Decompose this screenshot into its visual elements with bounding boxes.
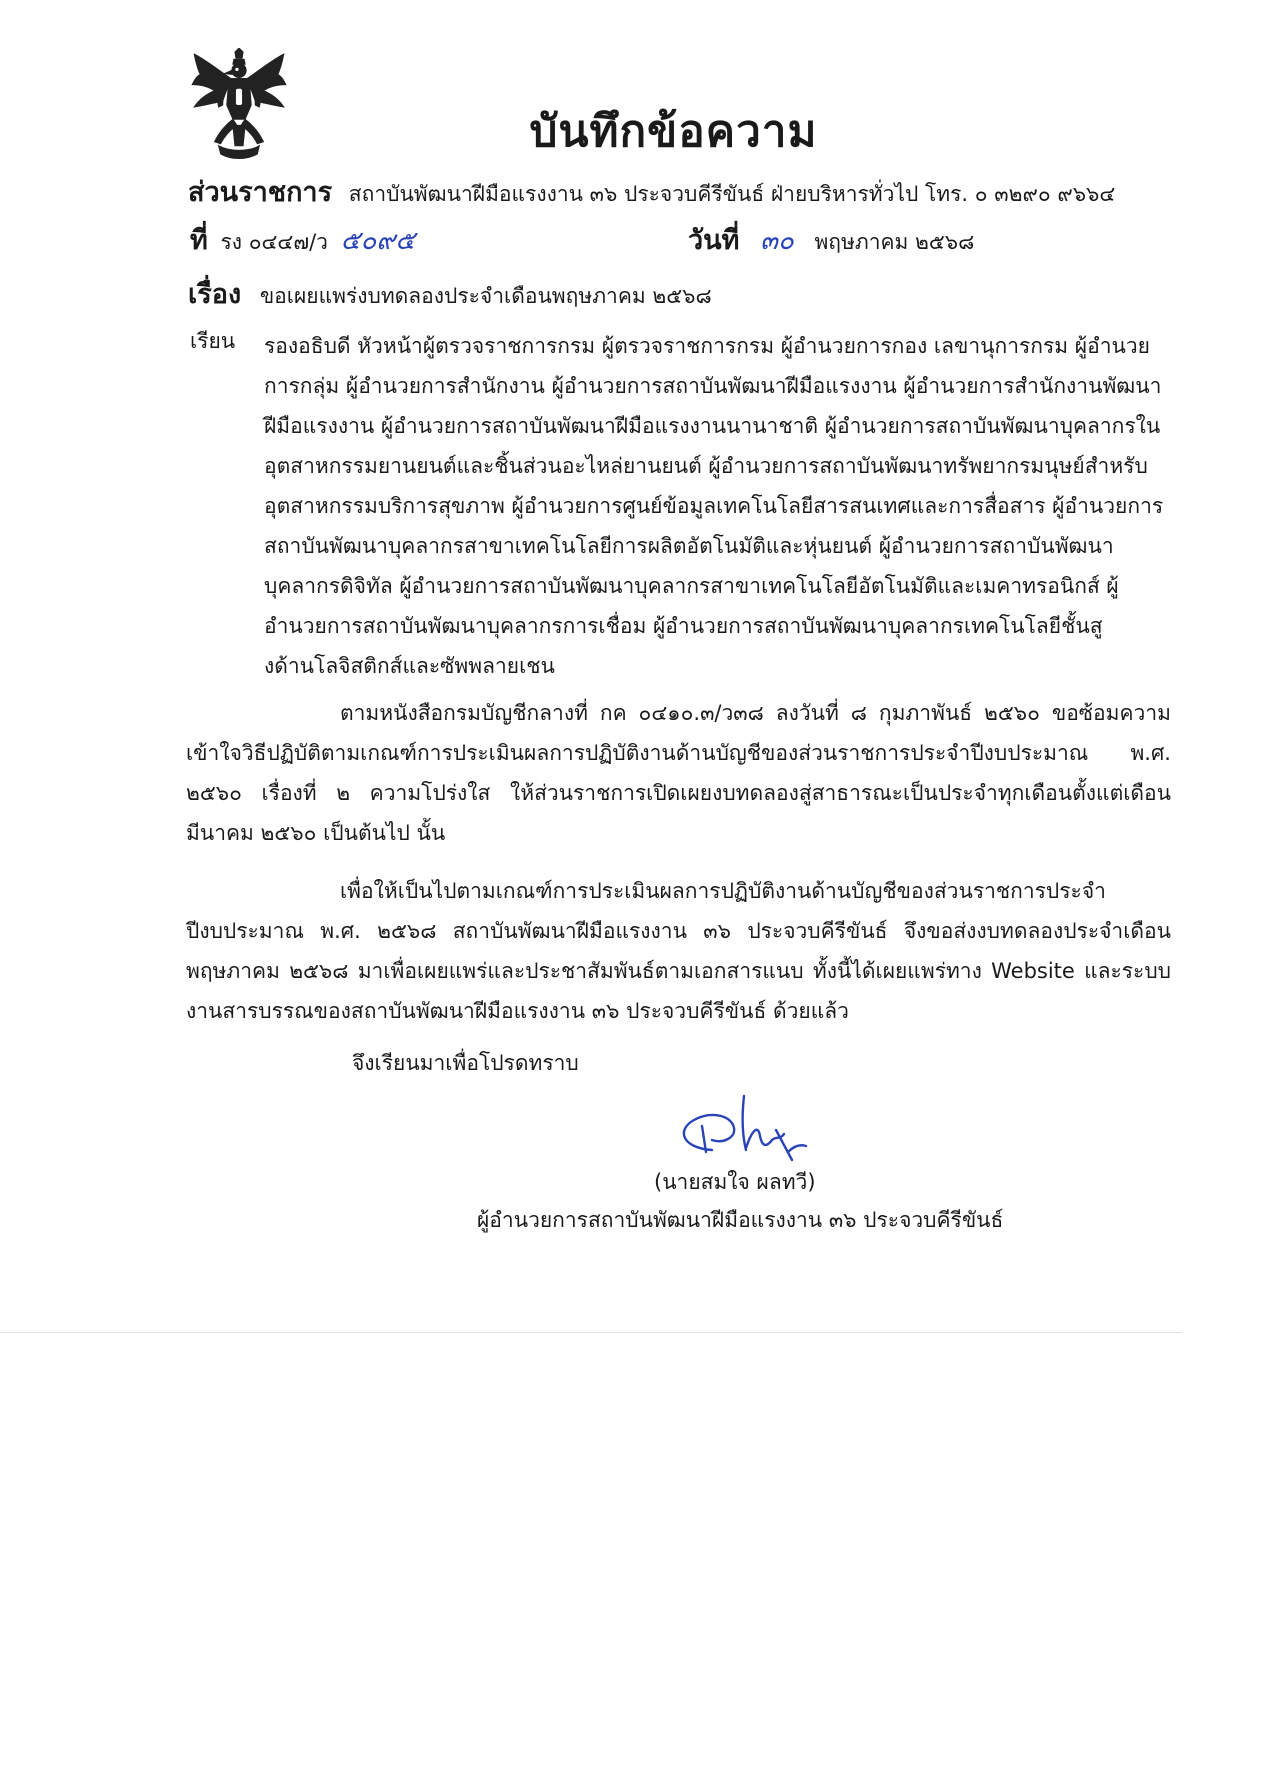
date-day-handwritten: ๓๐ bbox=[760, 226, 794, 256]
body-paragraph-1: ตามหนังสือกรมบัญชีกลางที่ กค ๐๔๑๐.๓/ว๓๘ ลงวันที่ ๘ กุมภาพันธ์ ๒๕๖๐ ขอซ้อมความเข้าใจวิธีปฏิบัติตามเกณฑ์การประเมินผลการปฏิบัติงานด้านบัญชีของส่วนราชการประจำปีงบประมาณ พ.ศ. ๒๕๖๐ เรื่องที่ ๒ ความโปร่งใส ให้ส่วนราชการเปิดเผยงบทดลองสู่สาธารณะเป็นประจำทุกเดือนตั้งแต่เดือนมีนาคม ๒๕๖๐ เป็นต้นไป นั้น bbox=[186, 701, 1171, 845]
body-paragraph-2: เพื่อให้เป็นไปตามเกณฑ์การประเมินผลการปฏิบัติงานด้านบัญชีของส่วนราชการประจำปีงบประมาณ พ.ศ. ๒๕๖๘ สถาบันพัฒนาฝีมือแรงงาน ๓๖ ประจวบคีรีขันธ์ จึงขอส่งงบทดลองประจำเดือนพฤษภาคม ๒๕๖๘ มาเพื่อเผยแพร่และประชาสัมพันธ์ตามเอกสารแนบ ทั้งนี้ได้เผยแพร่ทาง Website และระบบงานสารบรรณของสถาบันพัฒนาฝีมือแรงงาน ๓๖ ประจวบคีรีขันธ์ ด้วยแล้ว bbox=[186, 879, 1171, 1023]
closing-line: จึงเรียนมาเพื่อโปรดทราบ bbox=[352, 1051, 579, 1075]
document-title: บันทึกข้อความ bbox=[529, 106, 818, 157]
signer-name: (นายสมใจ ผลทวี) bbox=[654, 1170, 816, 1194]
date-label: วันที่ bbox=[688, 225, 740, 256]
agency-line bbox=[188, 178, 1115, 209]
agency-label: ส่วนราชการ bbox=[188, 177, 333, 208]
subject-label: เรื่อง bbox=[188, 279, 242, 310]
page-bottom-edge bbox=[0, 1332, 1182, 1333]
reference-number-handwritten: ๕๐๙๕ bbox=[340, 226, 415, 256]
subject-value: ขอเผยแพร่งบทดลองประจำเดือนพฤษภาคม ๒๕๖๘ bbox=[259, 284, 712, 308]
date-line bbox=[688, 226, 974, 257]
salutation-recipients: รองอธิบดี หัวหน้าผู้ตรวจราชการกรม ผู้ตรวจราชการกรม ผู้อำนวยการกอง เลขานุการกรม ผู้อำนวยการกลุ่ม ผู้อำนวยการสำนักงาน ผู้อำนวยการสถาบันพัฒนาฝีมือแรงงาน ผู้อำนวยการสำนักงานพัฒนาฝีมือแรงงาน ผู้อำนวยการสถาบันพัฒนาฝีมือแรงงานนานาชาติ ผู้อำนวยการสถาบันพัฒนาบุคลากรในอุตสาหกรรมยานยนต์และชิ้นส่วนอะไหล่ยานยนต์ ผู้อำนวยการสถาบันพัฒนาทรัพยากรมนุษย์สำหรับอุตสาหกรรมบริการสุขภาพ ผู้อำนวยการศูนย์ข้อมูลเทคโนโลยีสารสนเทศและการสื่อสาร ผู้อำนวยการสถาบันพัฒนาบุคลากรสาขาเทคโนโลยีการผลิตอัตโนมัติและหุ่นยนต์ ผู้อำนวยการสถาบันพัฒนาบุคลากรดิจิทัล ผู้อำนวยการสถาบันพัฒนาบุคลากรสาขาเทคโนโลยีอัตโนมัติและเมคาทรอนิกส์ ผู้อำนวยการสถาบันพัฒนาบุคลากรการเชื่อม ผู้อำนวยการสถาบันพัฒนาบุคลากรเทคโนโลยีชั้นสูงด้านโลจิสติกส์และซัพพลายเชน bbox=[264, 334, 1164, 678]
reference-label: ที่ bbox=[190, 225, 208, 256]
reference-line bbox=[190, 226, 415, 257]
salutation-label: เรียน bbox=[190, 329, 236, 353]
signer-position: ผู้อำนวยการสถาบันพัฒนาฝีมือแรงงาน ๓๖ ประจวบคีรีขันธ์ bbox=[477, 1208, 1004, 1232]
date-month-year: พฤษภาคม ๒๕๖๘ bbox=[814, 230, 975, 254]
agency-value: สถาบันพัฒนาฝีมือแรงงาน ๓๖ ประจวบคีรีขันธ์ ฝ่ายบริหารทั่วไป โทร. ๐ ๓๒๙๐ ๙๖๖๔ bbox=[348, 182, 1116, 206]
subject-line bbox=[188, 280, 712, 311]
reference-prefix: รง ๐๔๔๗/ว bbox=[220, 230, 328, 254]
handwritten-signature bbox=[672, 1090, 822, 1170]
